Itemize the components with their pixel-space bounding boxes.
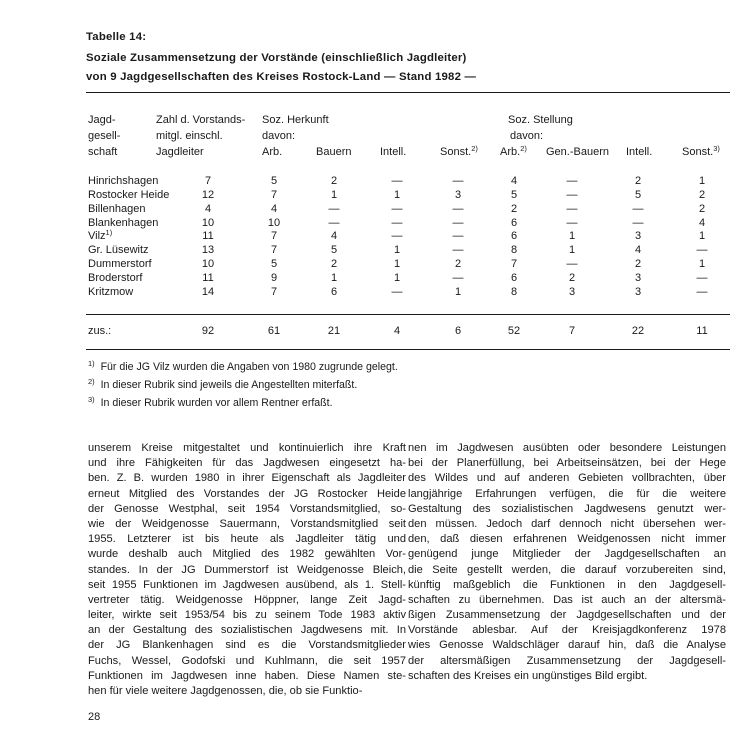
row-value: —	[328, 216, 340, 229]
row-value: 5	[510, 188, 518, 201]
row-value: 1	[698, 230, 706, 243]
footnote-2: $^{2)}$ In dieser Rubrik sind jeweils die Angestellten miterfaßt.	[88, 377, 358, 391]
row-name: Kritzmow	[88, 285, 134, 298]
row-value: 2	[698, 188, 706, 201]
row-value: —	[328, 202, 340, 215]
footnote-3: $^{3)}$ In dieser Rubrik wurden vor allem Rentner erfaßt.	[88, 395, 333, 409]
text-line: erneut Mitglied des Vorstandes der JG Rostocker Heide	[88, 487, 406, 500]
row-value: 1	[393, 258, 401, 271]
row-value: —	[391, 175, 403, 187]
text-line: wurde deshalb auch Mitglied des 1982 gewählten Vor-	[88, 548, 406, 561]
row-value: 4	[330, 230, 338, 243]
total-value: 61	[267, 325, 281, 337]
row-value: —	[566, 175, 578, 187]
header-zahl-vorstand: Zahl d. Vorstands- mitgl. einschl. Jagdleiter	[156, 114, 246, 158]
row-value: 10	[201, 258, 215, 271]
total-value: 52	[507, 325, 521, 337]
row-value: —	[696, 244, 708, 257]
text-line: Fuchs, Wessel, Godofski und Kuhlmann, die seit 1957	[88, 654, 406, 667]
row-value: 1	[698, 175, 706, 187]
text-line: Funktionen im Jagdwesen inne haben. Diese Namen ste-	[88, 669, 406, 682]
row-value: 7	[270, 285, 278, 298]
row-value: 1	[393, 244, 401, 257]
row-value: 2	[698, 202, 706, 215]
row-name: Broderstorf	[88, 271, 143, 284]
text-line: wie der Weidgenosse Sauermann, Vorstandsmitglied seit	[88, 517, 406, 530]
text-line: bei der Planerfüllung, bei Arbeitseinsätzen, bei der Hege	[408, 457, 726, 470]
table-bottom-rule	[86, 349, 730, 350]
row-value: 7	[270, 230, 278, 243]
row-value: 1	[330, 271, 338, 284]
header-gen-bauern: Gen.-Bauern	[546, 146, 609, 158]
text-line: schaften zu übernehmen. Das ist auch an der altersmä-	[408, 593, 726, 606]
text-line: ßigen Zusammensetzung der Jagdgesellschaften und der	[408, 609, 726, 622]
header-sonst-1: Sonst.$^{2)}$	[440, 144, 478, 158]
row-value: —	[391, 216, 403, 229]
text-line: an der Gestaltung des sozialistischen Jagdwesens mit. In	[88, 624, 406, 637]
row-value: 1	[454, 285, 462, 298]
footnote-1: $^{1)}$ Für die JG Vilz wurden die Angaben von 1980 zugrunde gelegt.	[88, 359, 398, 373]
total-value: 21	[327, 325, 341, 337]
row-name: Rostocker Heide	[88, 188, 170, 201]
text-line: leiter, wirkte seit 1953/54 bis zu seinem Tode 1983 aktiv	[88, 609, 406, 622]
total-value: 92	[201, 325, 215, 337]
row-value: —	[696, 271, 708, 284]
row-value: 11	[202, 230, 214, 243]
text-line: der Genosse Westphal, seit 1954 Vorstandsmitglied, so-	[88, 502, 406, 515]
row-value: 1	[568, 230, 576, 243]
text-line: 1955. Letzterer ist bis heute als Jagdleiter tätig und	[88, 533, 406, 546]
text-line: schaften des Kreises ein ungünstiges Bild ergibt.	[408, 669, 648, 682]
row-value: 3	[634, 271, 642, 284]
table-top-rule	[86, 92, 730, 93]
row-value: —	[452, 175, 464, 187]
row-value: 12	[201, 188, 215, 201]
row-value: 3	[634, 230, 642, 243]
row-value: 1	[393, 188, 401, 201]
text-line: standes. In der JG Dummerstorf ist Weidgenosse Bleich,	[88, 563, 406, 576]
row-value: —	[696, 285, 708, 298]
row-value: —	[391, 202, 403, 215]
table-title-line1: Soziale Zusammensetzung der Vorstände (einschließlich Jagdleiter)	[86, 52, 467, 64]
header-intell-2: Intell.	[626, 146, 653, 158]
row-value: 5	[270, 175, 278, 187]
text-line: unserem Kreise mitgestaltet und kontinuierlich ihre Kraft	[88, 442, 406, 454]
row-name: Gr. Lüsewitz	[88, 244, 149, 257]
text-line: künftig maßgeblich die Funktionen in den Jagdgesell-	[408, 578, 726, 591]
row-value: —	[391, 285, 403, 298]
text-line: seit 1955 Funktionen im Jagdwesen ausübend, als 1. Stell-	[88, 578, 406, 591]
header-arb-2: Arb.$^{2)}$	[500, 144, 527, 158]
row-value: —	[452, 202, 464, 215]
total-value: 22	[631, 325, 645, 337]
row-name: Dummerstorf	[88, 258, 152, 271]
text-line: genügend junge Mitglieder der Jagdgesellschaften an	[408, 548, 726, 561]
row-value: —	[452, 271, 464, 284]
row-value: 6	[330, 285, 338, 298]
row-value: 4	[510, 175, 518, 187]
row-value: —	[566, 216, 578, 229]
total-value: 6	[454, 325, 462, 337]
total-label: zus.:	[88, 325, 112, 337]
row-value: 1	[568, 244, 576, 257]
text-line: der altersmäßigen Zusammensetzung der Jagdgesell-	[408, 654, 726, 667]
text-line: ben. Z. B. wurden 1980 in ihrer Eigenschaft als Jagdleiter	[88, 472, 406, 485]
row-value: 4	[698, 216, 706, 229]
row-value: —	[452, 230, 464, 243]
text-line: vertreter tätig. Weidgenosse Höppner, lange Zeit Jagd-	[88, 593, 406, 606]
text-line: der JG Blankenhagen sind es die Vorstandsmitglieder	[88, 639, 406, 652]
row-value: 5	[330, 244, 338, 257]
header-arb-1: Arb.	[262, 146, 283, 158]
row-value: 4	[634, 244, 642, 257]
body-column-right	[408, 441, 726, 684]
total-value: 4	[393, 325, 401, 337]
row-value: 2	[330, 258, 338, 271]
text-line: hen für viele weitere Jagdgenossen, die, ob sie Funktio-	[88, 685, 363, 697]
text-line: den, daß diesen erfahrenen Weidgenossen nicht immer	[408, 533, 726, 546]
text-line: die Seite gestellt werden, die darauf vorzubereiten sind,	[408, 563, 726, 576]
row-value: 6	[510, 230, 518, 243]
row-name: Hinrichshagen	[88, 175, 159, 187]
row-value: 13	[201, 244, 215, 257]
row-value: 2	[454, 258, 462, 271]
row-value: —	[566, 188, 578, 201]
total-value: 11	[696, 325, 708, 337]
row-value: 2	[634, 175, 642, 187]
row-name: Billenhagen	[88, 202, 146, 215]
row-value: 4	[270, 202, 278, 215]
row-value: 4	[204, 202, 212, 215]
row-value: 1	[698, 258, 706, 271]
row-value: 5	[270, 258, 278, 271]
row-value: 8	[510, 244, 518, 257]
row-value: 10	[201, 216, 215, 229]
text-line: den müssen. Jedoch darf dennoch nicht übersehen wer-	[408, 517, 726, 530]
row-value: —	[452, 216, 464, 229]
text-line: nen im Jagdwesen ausübten oder besondere Leistungen	[408, 442, 726, 454]
row-value: —	[452, 244, 464, 257]
row-value: 2	[510, 202, 518, 215]
total-value: 7	[568, 325, 576, 337]
row-value: —	[632, 216, 644, 229]
row-value: 3	[634, 285, 642, 298]
row-name: Vilz$^{1)}$	[88, 228, 113, 243]
text-line: Vorstände ablesbar. Auf der Kreisjagdkonferenz 1978	[408, 624, 726, 637]
table-title-line2: von 9 Jagdgesellschaften des Kreises Rostock-Land — Stand 1982 —	[86, 71, 477, 83]
row-value: —	[391, 230, 403, 243]
row-value: 7	[510, 258, 518, 271]
text-line: des Wildes und auf anderen Gebieten vollbrachten, über	[408, 472, 726, 485]
row-value: —	[632, 202, 644, 215]
row-value: 14	[201, 285, 215, 298]
text-line: und ihre Fähigkeiten für das Jagdwesen eingesetzt ha-	[88, 457, 406, 470]
row-value: 6	[510, 216, 518, 229]
row-value: 9	[270, 271, 278, 284]
body-column-left	[88, 441, 406, 699]
row-value: 7	[270, 244, 278, 257]
row-value: 2	[634, 258, 642, 271]
row-value: 3	[568, 285, 576, 298]
table-label: Tabelle 14:	[86, 31, 147, 43]
text-line: langjährige Erfahrungen verfügen, die für die weitere	[408, 487, 726, 500]
row-value: 5	[634, 188, 642, 201]
row-value: 1	[393, 271, 401, 284]
header-intell-1: Intell.	[380, 146, 407, 158]
row-value: —	[566, 202, 578, 215]
row-name: Blankenhagen	[88, 216, 159, 229]
header-soz-herkunft: Soz. Herkunft davon:	[262, 114, 329, 142]
row-value: 8	[510, 285, 518, 298]
table-sum-rule	[86, 314, 730, 315]
row-value: 3	[454, 188, 462, 201]
row-value: —	[566, 258, 578, 271]
header-sonst-2: Sonst.$^{3)}$	[682, 144, 720, 158]
row-value: 7	[270, 188, 278, 201]
text-line: wies Genosse Waldschläger darauf hin, daß die Analyse	[408, 639, 726, 652]
row-value: 1	[330, 188, 338, 201]
page-number: 28	[88, 711, 101, 723]
row-value: 2	[330, 175, 338, 187]
text-line: Gestaltung des sozialistischen Jagdwesens genutzt wer-	[408, 502, 726, 515]
row-value: 6	[510, 271, 518, 284]
row-value: 2	[568, 271, 576, 284]
row-value: 11	[202, 271, 214, 284]
row-value: 7	[204, 175, 212, 187]
header-bauern: Bauern	[316, 146, 352, 158]
header-soz-stellung: Soz. Stellung davon:	[508, 114, 573, 142]
header-jagdgesellschaft: Jagd- gesell- schaft	[88, 114, 121, 158]
row-value: 10	[267, 216, 281, 229]
